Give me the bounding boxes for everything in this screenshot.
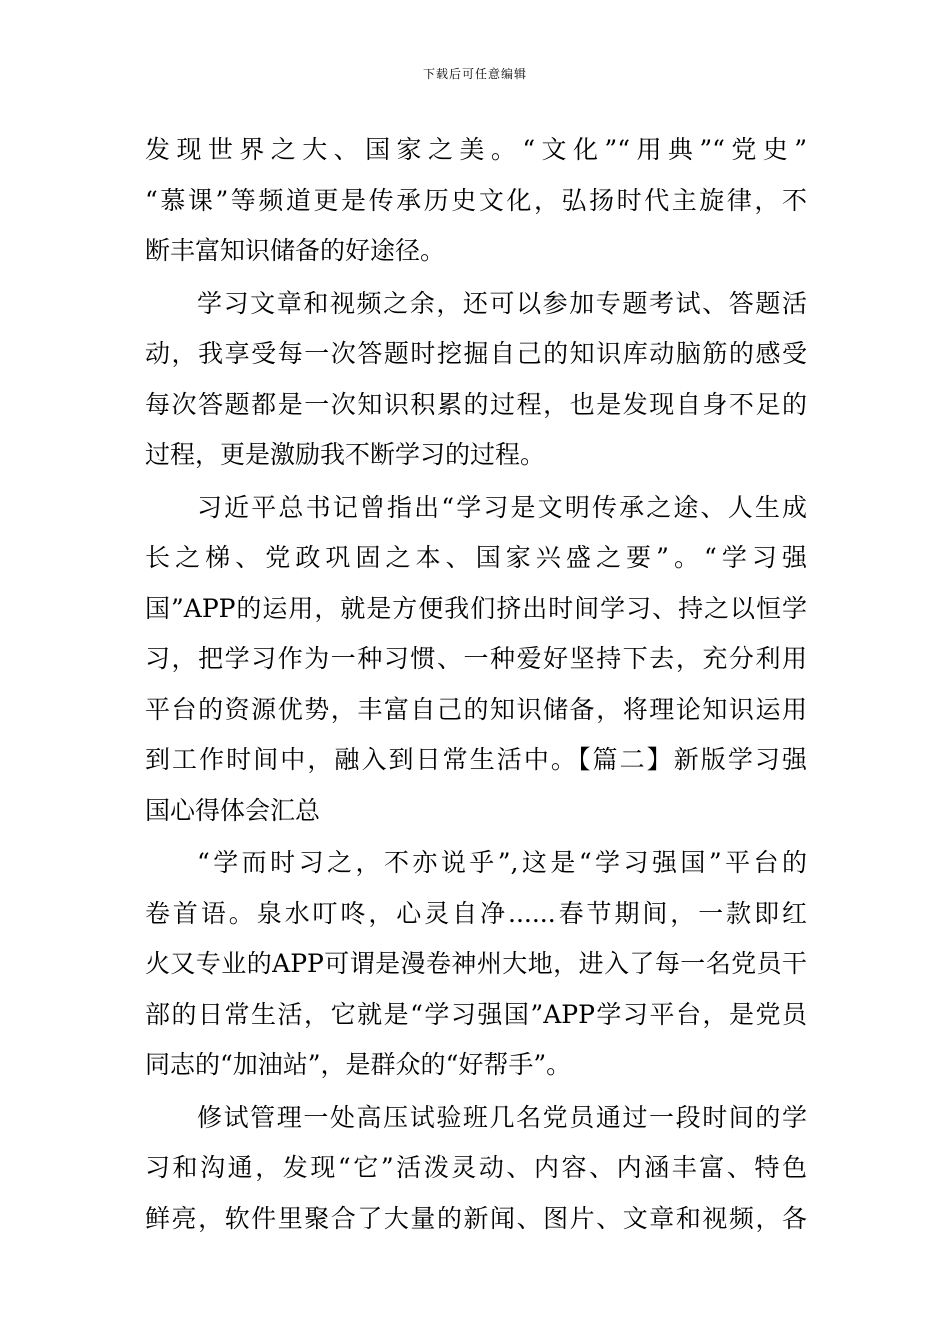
text-line: 火又专业的APP可谓是漫卷神州大地，进入了每一名党员干: [145, 949, 807, 978]
paragraph: [145, 125, 807, 277]
paragraph: [145, 279, 807, 481]
paragraph: [145, 838, 807, 1091]
text-line: 国”APP的运用，就是方便我们挤出时间学习、持之以恒学: [145, 593, 807, 623]
text-line: 平台的资源优势，丰富自己的知识储备，将理论知识运用: [145, 694, 807, 724]
page-header-note: 下载后可任意编辑: [422, 67, 527, 81]
paragraph: [145, 483, 807, 837]
text-line: 长之梯、党政巩固之本、国家兴盛之要”。“学习强: [145, 543, 807, 572]
text-line: 动，我享受每一次答题时挖掘自己的知识库动脑筋的感受: [145, 339, 807, 368]
text-line: 每次答题都是一次知识积累的过程，也是发现自身不足的: [145, 389, 807, 419]
text-line: 鲜亮，软件里聚合了大量的新闻、图片、文章和视频，各: [145, 1203, 807, 1233]
paragraph: [145, 1093, 807, 1245]
text-line: 发现世界之大、国家之美。“文化”“用典”“党史”: [145, 135, 807, 164]
text-line: “学而时习之，不亦说乎”,这是“学习强国”平台的: [197, 848, 807, 877]
text-line: 习，把学习作为一种习惯、一种爱好坚持下去，充分利用: [145, 644, 807, 673]
text-line: 到工作时间中，融入到日常生活中。【篇二】新版学习强: [145, 745, 807, 774]
text-line: 国心得体会汇总: [145, 795, 321, 825]
text-line: 部的日常生活，它就是“学习强国”APP学习平台，是党员: [145, 999, 807, 1029]
text-line: 过程，更是激励我不断学习的过程。: [145, 440, 546, 469]
text-line: 同志的“加油站”，是群众的“好帮手”。: [145, 1050, 572, 1079]
text-line: 习和沟通，发现“它”活泼灵动、内容、内涵丰富、特色: [145, 1153, 807, 1182]
text-line: 习近平总书记曾指出“学习是文明传承之途、人生成: [197, 492, 807, 522]
text-line: 卷首语。泉水叮咚，心灵自净......春节期间，一款即红: [145, 898, 807, 928]
text-line: 断丰富知识储备的好途径。: [145, 236, 446, 265]
text-line: 学习文章和视频之余，还可以参加专题考试、答题活: [197, 288, 807, 318]
text-line: 修试管理一处高压试验班几名党员通过一段时间的学: [197, 1102, 807, 1132]
text-line: “慕课”等频道更是传承历史文化，弘扬时代主旋律，不: [145, 185, 807, 215]
document-body: [145, 125, 807, 1244]
